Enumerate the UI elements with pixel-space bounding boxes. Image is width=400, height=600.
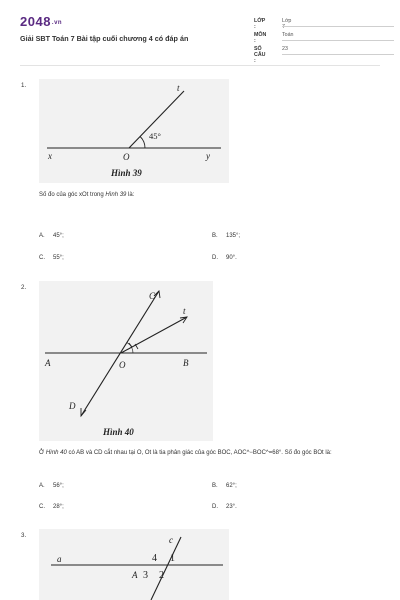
figure-40-drawing bbox=[39, 281, 213, 441]
meta-key: MÔN : bbox=[254, 32, 267, 44]
label-c: C bbox=[149, 291, 156, 301]
question-2-text bbox=[39, 448, 384, 458]
question-1-number: 1. bbox=[21, 82, 27, 89]
option-label: C. bbox=[39, 504, 45, 510]
option-value: 90°. bbox=[226, 255, 237, 261]
figure-caption: Hình 39 bbox=[111, 168, 142, 178]
question-3-number: 3. bbox=[21, 532, 27, 539]
meta-underline bbox=[282, 26, 394, 27]
question-text-part: có AB và CD cắt nhau tại O, Ot là tia phân giác của góc BOC, AOC^−BOC^=68°. Số đo góc BOt là: bbox=[66, 450, 332, 456]
label-b: B bbox=[183, 358, 189, 368]
question-1-option-b[interactable] bbox=[212, 233, 240, 239]
question-1-text bbox=[39, 190, 384, 200]
label-angle-4: 4 bbox=[152, 553, 157, 564]
logo-text: 2048 bbox=[20, 14, 51, 29]
meta-key: LỚP : bbox=[254, 18, 266, 30]
label-y: y bbox=[206, 151, 210, 161]
header-divider bbox=[20, 65, 380, 66]
label-a: A bbox=[45, 358, 51, 368]
question-1-option-a[interactable] bbox=[39, 233, 64, 239]
figure-q3 bbox=[39, 529, 229, 600]
option-label: A. bbox=[39, 483, 45, 489]
question-1-option-d[interactable] bbox=[212, 255, 237, 261]
angle-arc bbox=[140, 137, 145, 149]
site-logo[interactable] bbox=[20, 14, 62, 29]
option-label: C. bbox=[39, 255, 45, 261]
option-label: B. bbox=[212, 233, 218, 239]
question-2-option-a[interactable] bbox=[39, 483, 64, 489]
question-2-option-c[interactable] bbox=[39, 504, 64, 510]
option-label: B. bbox=[212, 483, 218, 489]
meta-value: Toán bbox=[282, 32, 294, 38]
figure-39-drawing bbox=[39, 79, 229, 183]
label-t: t bbox=[177, 83, 180, 93]
question-1-option-c[interactable] bbox=[39, 255, 64, 261]
meta-underline bbox=[282, 40, 394, 41]
option-label: A. bbox=[39, 233, 45, 239]
question-text-part: Số đo của góc xOt trong bbox=[39, 192, 106, 198]
option-value: 55°; bbox=[53, 255, 64, 261]
figure-caption: Hình 40 bbox=[103, 427, 134, 437]
option-value: 23°. bbox=[226, 504, 237, 510]
option-value: 56°; bbox=[53, 483, 64, 489]
option-label: D. bbox=[212, 504, 218, 510]
question-2-number: 2. bbox=[21, 284, 27, 291]
logo-suffix: .vn bbox=[51, 19, 63, 26]
figure-q3-drawing bbox=[39, 529, 229, 600]
label-d: D bbox=[69, 401, 76, 411]
option-label: D. bbox=[212, 255, 218, 261]
option-value: 135°; bbox=[226, 233, 241, 239]
document-title: Giải SBT Toán 7 Bài tập cuối chương 4 có đáp án bbox=[20, 34, 189, 43]
question-text-figure-ref: Hình 40 bbox=[45, 450, 67, 456]
figure-39 bbox=[39, 79, 229, 183]
meta-underline bbox=[282, 54, 394, 55]
figure-40 bbox=[39, 281, 213, 441]
option-value: 28°; bbox=[53, 504, 64, 510]
question-2-option-d[interactable] bbox=[212, 504, 237, 510]
label-o: O bbox=[119, 360, 126, 370]
label-point-a: A bbox=[132, 570, 138, 580]
label-c: c bbox=[169, 535, 173, 545]
option-value: 45°; bbox=[53, 233, 64, 239]
meta-value: Lớp 7 bbox=[282, 18, 292, 30]
label-t: t bbox=[183, 306, 186, 316]
question-text-part: Ở bbox=[39, 450, 46, 456]
label-a: a bbox=[57, 554, 62, 564]
option-value: 62°; bbox=[226, 483, 237, 489]
meta-value: 23 bbox=[282, 46, 288, 52]
label-angle-3: 3 bbox=[143, 570, 148, 581]
label-angle: 45° bbox=[149, 131, 161, 141]
label-x: x bbox=[48, 151, 52, 161]
line-c bbox=[151, 537, 181, 600]
question-text-figure-ref: Hình 39 bbox=[105, 192, 127, 198]
label-o: O bbox=[123, 152, 130, 162]
meta-key: SỐ CÂU : bbox=[254, 46, 266, 64]
question-2-option-b[interactable] bbox=[212, 483, 237, 489]
label-angle-2: 2 bbox=[159, 570, 164, 581]
label-angle-1: 1 bbox=[170, 553, 175, 564]
question-text-part: là: bbox=[126, 192, 135, 198]
